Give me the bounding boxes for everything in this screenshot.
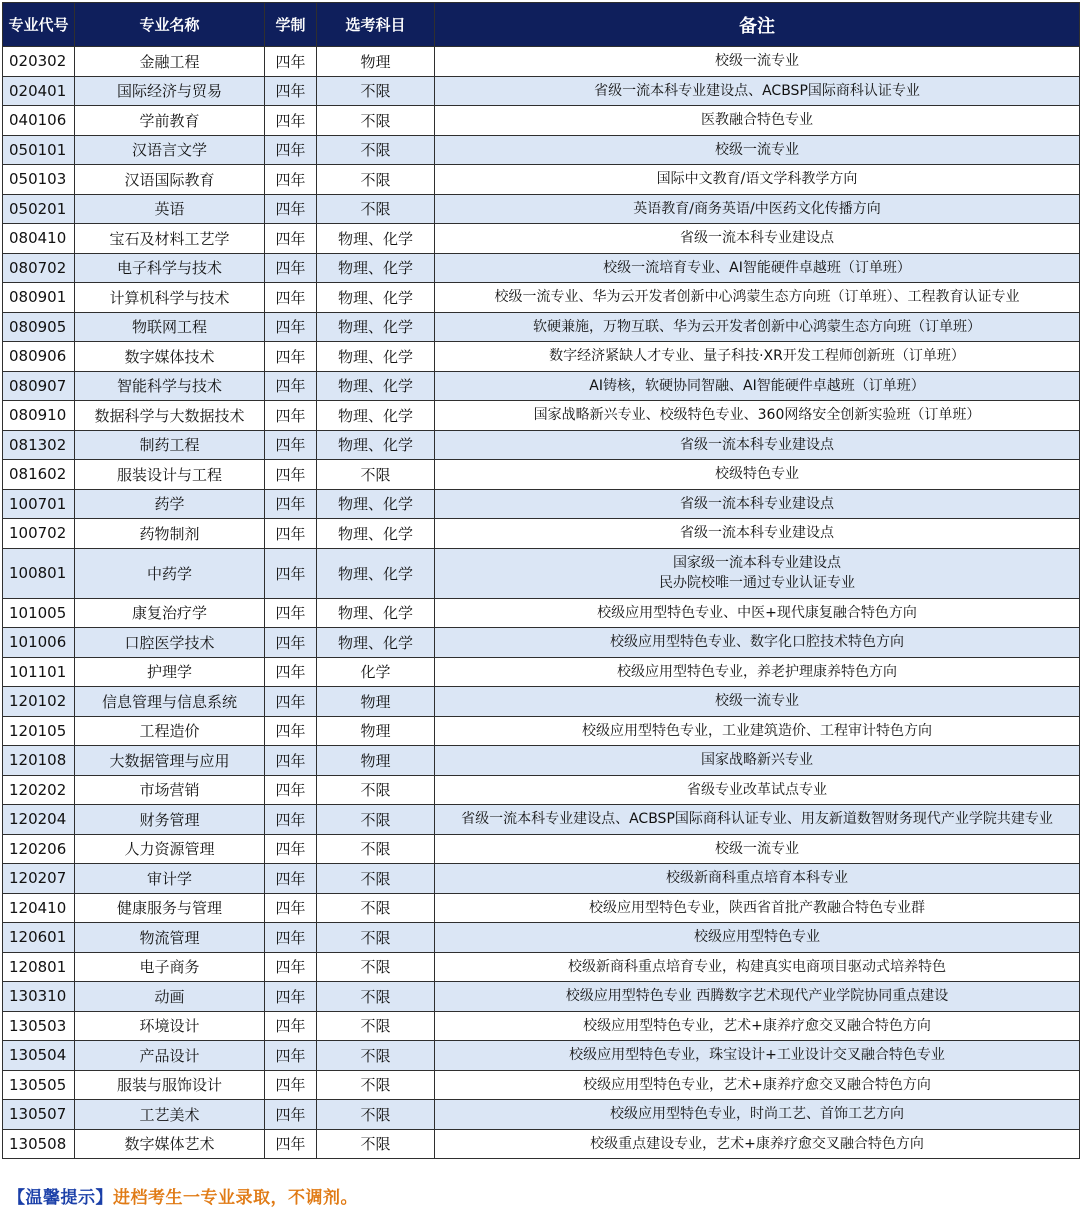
cell-remark <box>435 76 1080 106</box>
cell-name: 英语 <box>75 194 265 224</box>
cell-remark <box>435 864 1080 894</box>
cell-remark <box>435 135 1080 165</box>
cell-duration: 四年 <box>265 952 317 982</box>
cell-subjects: 不限 <box>317 165 435 195</box>
remark-line: 医教融合特色专业 <box>701 112 813 129</box>
cell-subjects: 不限 <box>317 1100 435 1130</box>
cell-duration: 四年 <box>265 312 317 342</box>
cell-remark <box>435 923 1080 953</box>
cell-name: 药学 <box>75 489 265 519</box>
cell-code: 080910 <box>3 401 75 431</box>
cell-duration: 四年 <box>265 548 317 598</box>
cell-code: 120102 <box>3 687 75 717</box>
cell-remark <box>435 628 1080 658</box>
cell-code: 040106 <box>3 106 75 136</box>
cell-duration: 四年 <box>265 165 317 195</box>
cell-code: 100702 <box>3 519 75 549</box>
cell-remark <box>435 194 1080 224</box>
cell-code: 050201 <box>3 194 75 224</box>
cell-code: 100801 <box>3 548 75 598</box>
cell-name: 财务管理 <box>75 805 265 835</box>
cell-duration: 四年 <box>265 460 317 490</box>
cell-remark <box>435 1070 1080 1100</box>
cell-remark <box>435 548 1080 598</box>
cell-remark <box>435 716 1080 746</box>
cell-code: 130504 <box>3 1041 75 1071</box>
cell-subjects: 物理、化学 <box>317 430 435 460</box>
cell-subjects: 化学 <box>317 657 435 687</box>
cell-name: 康复治疗学 <box>75 598 265 628</box>
cell-code: 080907 <box>3 371 75 401</box>
cell-subjects: 物理、化学 <box>317 224 435 254</box>
table-row <box>3 489 1080 519</box>
cell-code: 081302 <box>3 430 75 460</box>
remark-line: 校级应用型特色专业，珠宝设计+工业设计交叉融合特色专业 <box>569 1047 945 1064</box>
table-row <box>3 106 1080 136</box>
cell-duration: 四年 <box>265 982 317 1012</box>
cell-subjects: 不限 <box>317 1129 435 1159</box>
cell-name: 电子商务 <box>75 952 265 982</box>
cell-name: 环境设计 <box>75 1011 265 1041</box>
tip-text: 进档考生一专业录取，不调剂。 <box>113 1188 358 1208</box>
cell-duration: 四年 <box>265 47 317 77</box>
cell-duration: 四年 <box>265 628 317 658</box>
cell-subjects: 不限 <box>317 1041 435 1071</box>
remark-line: 校级特色专业 <box>715 466 799 483</box>
cell-subjects: 不限 <box>317 1011 435 1041</box>
cell-name: 服装与服饰设计 <box>75 1070 265 1100</box>
table-row <box>3 923 1080 953</box>
cell-remark <box>435 519 1080 549</box>
cell-name: 药物制剂 <box>75 519 265 549</box>
table-row <box>3 893 1080 923</box>
remark-line: 软硬兼施，万物互联、华为云开发者创新中心鸿蒙生态方向班（订单班） <box>533 318 981 335</box>
table-row <box>3 687 1080 717</box>
remark-line: 校级应用型特色专业，时尚工艺、首饰工艺方向 <box>610 1106 904 1123</box>
cell-duration: 四年 <box>265 716 317 746</box>
remark-line: 校级应用型特色专业，艺术+康养疗愈交叉融合特色方向 <box>583 1017 931 1034</box>
remark-line: 省级一流本科专业建设点、ACBSP国际商科认证专业 <box>594 82 920 99</box>
cell-remark <box>435 1100 1080 1130</box>
cell-code: 081602 <box>3 460 75 490</box>
table-row <box>3 805 1080 835</box>
cell-duration: 四年 <box>265 283 317 313</box>
cell-subjects: 不限 <box>317 805 435 835</box>
header-subjects: 选考科目 <box>317 3 435 47</box>
cell-remark <box>435 775 1080 805</box>
cell-remark <box>435 952 1080 982</box>
table-row <box>3 775 1080 805</box>
cell-name: 护理学 <box>75 657 265 687</box>
remark-line: 校级应用型特色专业，工业建筑造价、工程审计特色方向 <box>582 722 932 739</box>
remark-line: 国际中文教育/语文学科教学方向 <box>656 171 858 188</box>
cell-subjects: 不限 <box>317 135 435 165</box>
cell-code: 130505 <box>3 1070 75 1100</box>
cell-name: 学前教育 <box>75 106 265 136</box>
remark-line: 校级应用型特色专业 西腾数字艺术现代产业学院协同重点建设 <box>565 988 949 1005</box>
cell-name: 动画 <box>75 982 265 1012</box>
cell-code: 100701 <box>3 489 75 519</box>
cell-name: 汉语言文学 <box>75 135 265 165</box>
cell-subjects: 不限 <box>317 106 435 136</box>
cell-subjects: 物理 <box>317 687 435 717</box>
table-row <box>3 165 1080 195</box>
cell-code: 080410 <box>3 224 75 254</box>
cell-subjects: 物理、化学 <box>317 253 435 283</box>
table-row <box>3 401 1080 431</box>
cell-subjects: 物理、化学 <box>317 312 435 342</box>
cell-duration: 四年 <box>265 805 317 835</box>
remark-line: 校级应用型特色专业，养老护理康养特色方向 <box>617 663 897 680</box>
table-row <box>3 548 1080 598</box>
cell-remark <box>435 687 1080 717</box>
cell-duration: 四年 <box>265 430 317 460</box>
cell-remark <box>435 165 1080 195</box>
cell-remark <box>435 224 1080 254</box>
cell-duration: 四年 <box>265 194 317 224</box>
cell-name: 金融工程 <box>75 47 265 77</box>
cell-duration: 四年 <box>265 598 317 628</box>
remark-line: 英语教育/商务英语/中医药文化传播方向 <box>633 200 881 217</box>
cell-code: 101101 <box>3 657 75 687</box>
remark-line: 校级一流培育专业、AI智能硬件卓越班（订单班） <box>603 259 911 276</box>
table-row <box>3 982 1080 1012</box>
remark-line: 校级应用型特色专业，陕西省首批产教融合特色专业群 <box>589 899 925 916</box>
cell-code: 120207 <box>3 864 75 894</box>
table-row <box>3 628 1080 658</box>
cell-subjects: 物理、化学 <box>317 598 435 628</box>
header-name: 专业名称 <box>75 3 265 47</box>
cell-duration: 四年 <box>265 893 317 923</box>
cell-subjects: 物理、化学 <box>317 519 435 549</box>
table-row <box>3 1041 1080 1071</box>
cell-name: 服装设计与工程 <box>75 460 265 490</box>
cell-subjects: 物理、化学 <box>317 283 435 313</box>
cell-remark <box>435 598 1080 628</box>
header-code: 专业代号 <box>3 3 75 47</box>
cell-name: 健康服务与管理 <box>75 893 265 923</box>
remark-line: 数字经济紧缺人才专业、量子科技·XR开发工程师创新班（订单班） <box>549 348 965 365</box>
cell-name: 工程造价 <box>75 716 265 746</box>
table-row <box>3 312 1080 342</box>
remark-line: 校级新商科重点培育本科专业 <box>666 870 848 887</box>
cell-subjects: 物理、化学 <box>317 342 435 372</box>
cell-duration: 四年 <box>265 834 317 864</box>
cell-code: 020401 <box>3 76 75 106</box>
cell-code: 080901 <box>3 283 75 313</box>
table-row <box>3 1070 1080 1100</box>
table-row <box>3 47 1080 77</box>
remark-line: 校级新商科重点培育专业，构建真实电商项目驱动式培养特色 <box>568 958 946 975</box>
cell-duration: 四年 <box>265 489 317 519</box>
cell-subjects: 不限 <box>317 1070 435 1100</box>
cell-duration: 四年 <box>265 106 317 136</box>
remark-line: 国家战略新兴专业 <box>701 752 813 769</box>
cell-remark <box>435 371 1080 401</box>
cell-remark <box>435 430 1080 460</box>
cell-subjects: 物理、化学 <box>317 371 435 401</box>
remark-line: 校级一流专业 <box>715 141 799 158</box>
cell-name: 审计学 <box>75 864 265 894</box>
cell-name: 国际经济与贸易 <box>75 76 265 106</box>
cell-code: 080906 <box>3 342 75 372</box>
cell-subjects: 不限 <box>317 194 435 224</box>
cell-subjects: 物理 <box>317 47 435 77</box>
remark-line: 校级重点建设专业，艺术+康养疗愈交叉融合特色方向 <box>590 1135 924 1152</box>
cell-subjects: 不限 <box>317 952 435 982</box>
cell-duration: 四年 <box>265 923 317 953</box>
cell-subjects: 不限 <box>317 460 435 490</box>
table-body <box>3 47 1080 1159</box>
table-row <box>3 76 1080 106</box>
cell-remark <box>435 283 1080 313</box>
remark-line: 校级一流专业 <box>715 53 799 70</box>
remark-line: 校级应用型特色专业、中医+现代康复融合特色方向 <box>597 604 917 621</box>
table-row <box>3 460 1080 490</box>
cell-duration: 四年 <box>265 657 317 687</box>
cell-remark <box>435 746 1080 776</box>
table-row <box>3 716 1080 746</box>
cell-name: 数字媒体技术 <box>75 342 265 372</box>
cell-remark <box>435 834 1080 864</box>
cell-code: 130507 <box>3 1100 75 1130</box>
cell-duration: 四年 <box>265 687 317 717</box>
cell-remark <box>435 1041 1080 1071</box>
cell-duration: 四年 <box>265 1011 317 1041</box>
cell-remark <box>435 489 1080 519</box>
table-header-row <box>3 3 1080 47</box>
header-duration: 学制 <box>265 3 317 47</box>
cell-duration: 四年 <box>265 1070 317 1100</box>
cell-duration: 四年 <box>265 746 317 776</box>
cell-code: 130503 <box>3 1011 75 1041</box>
cell-duration: 四年 <box>265 1100 317 1130</box>
cell-code: 120601 <box>3 923 75 953</box>
tip-label: 【温馨提示】 <box>8 1188 113 1208</box>
table-row <box>3 253 1080 283</box>
cell-subjects: 不限 <box>317 893 435 923</box>
cell-subjects: 不限 <box>317 775 435 805</box>
cell-duration: 四年 <box>265 371 317 401</box>
footer-tip <box>8 1183 358 1208</box>
cell-remark <box>435 342 1080 372</box>
cell-remark <box>435 312 1080 342</box>
cell-subjects: 物理 <box>317 746 435 776</box>
cell-code: 120105 <box>3 716 75 746</box>
remark-line: 省级一流本科专业建设点 <box>680 230 834 247</box>
cell-name: 电子科学与技术 <box>75 253 265 283</box>
cell-name: 数据科学与大数据技术 <box>75 401 265 431</box>
cell-duration: 四年 <box>265 775 317 805</box>
remark-line: 国家级一流本科专业建设点 <box>673 555 841 571</box>
cell-code: 130310 <box>3 982 75 1012</box>
cell-duration: 四年 <box>265 1129 317 1159</box>
cell-remark <box>435 460 1080 490</box>
cell-code: 020302 <box>3 47 75 77</box>
cell-duration: 四年 <box>265 135 317 165</box>
cell-remark <box>435 253 1080 283</box>
remark-line: 校级应用型特色专业，艺术+康养疗愈交叉融合特色方向 <box>583 1076 931 1093</box>
cell-name: 汉语国际教育 <box>75 165 265 195</box>
cell-name: 大数据管理与应用 <box>75 746 265 776</box>
cell-code: 130508 <box>3 1129 75 1159</box>
cell-remark <box>435 106 1080 136</box>
cell-code: 120206 <box>3 834 75 864</box>
cell-name: 物流管理 <box>75 923 265 953</box>
table-row <box>3 864 1080 894</box>
cell-duration: 四年 <box>265 342 317 372</box>
remark-line: 民办院校唯一通过专业认证专业 <box>659 575 855 591</box>
cell-code: 101006 <box>3 628 75 658</box>
cell-name: 数字媒体艺术 <box>75 1129 265 1159</box>
remark-line: 校级一流专业 <box>715 693 799 710</box>
cell-subjects: 不限 <box>317 982 435 1012</box>
cell-name: 产品设计 <box>75 1041 265 1071</box>
table-row <box>3 371 1080 401</box>
remark-line: 省级一流本科专业建设点 <box>680 495 834 512</box>
remark-line: 省级一流本科专业建设点、ACBSP国际商科认证专业、用友新道数智财务现代产业学院共建专业 <box>461 811 1053 828</box>
cell-name: 计算机科学与技术 <box>75 283 265 313</box>
remark-line: 校级应用型特色专业 <box>694 929 820 946</box>
cell-name: 宝石及材料工艺学 <box>75 224 265 254</box>
cell-duration: 四年 <box>265 1041 317 1071</box>
cell-duration: 四年 <box>265 76 317 106</box>
cell-subjects: 物理、化学 <box>317 548 435 598</box>
cell-subjects: 不限 <box>317 864 435 894</box>
cell-remark <box>435 805 1080 835</box>
cell-code: 080905 <box>3 312 75 342</box>
remark-line: 省级一流本科专业建设点 <box>680 436 834 453</box>
table-row <box>3 746 1080 776</box>
remark-line: 国家战略新兴专业、校级特色专业、360网络安全创新实验班（订单班） <box>533 407 981 424</box>
cell-name: 人力资源管理 <box>75 834 265 864</box>
table-row <box>3 430 1080 460</box>
cell-code: 120204 <box>3 805 75 835</box>
cell-subjects: 不限 <box>317 76 435 106</box>
cell-code: 120108 <box>3 746 75 776</box>
cell-name: 物联网工程 <box>75 312 265 342</box>
table-row <box>3 598 1080 628</box>
remark-line: 校级一流专业 <box>715 840 799 857</box>
cell-code: 101005 <box>3 598 75 628</box>
cell-name: 口腔医学技术 <box>75 628 265 658</box>
cell-subjects: 不限 <box>317 834 435 864</box>
cell-duration: 四年 <box>265 401 317 431</box>
cell-name: 中药学 <box>75 548 265 598</box>
table-row <box>3 519 1080 549</box>
table-row <box>3 1011 1080 1041</box>
cell-remark <box>435 1011 1080 1041</box>
cell-duration: 四年 <box>265 224 317 254</box>
table-row <box>3 1129 1080 1159</box>
cell-subjects: 物理、化学 <box>317 489 435 519</box>
cell-code: 080702 <box>3 253 75 283</box>
remark-line: 省级专业改革试点专业 <box>687 781 827 798</box>
remark-line: 校级应用型特色专业、数字化口腔技术特色方向 <box>610 634 904 651</box>
cell-code: 050103 <box>3 165 75 195</box>
table-row <box>3 657 1080 687</box>
table-row <box>3 834 1080 864</box>
cell-subjects: 物理、化学 <box>317 628 435 658</box>
table-row <box>3 342 1080 372</box>
cell-name: 工艺美术 <box>75 1100 265 1130</box>
cell-remark <box>435 1129 1080 1159</box>
cell-remark <box>435 47 1080 77</box>
cell-remark <box>435 657 1080 687</box>
cell-remark <box>435 401 1080 431</box>
cell-duration: 四年 <box>265 864 317 894</box>
cell-name: 信息管理与信息系统 <box>75 687 265 717</box>
table-row <box>3 283 1080 313</box>
cell-code: 120410 <box>3 893 75 923</box>
remark-line: 省级一流本科专业建设点 <box>680 525 834 542</box>
cell-remark <box>435 982 1080 1012</box>
cell-duration: 四年 <box>265 253 317 283</box>
majors-table <box>2 2 1080 1159</box>
cell-duration: 四年 <box>265 519 317 549</box>
cell-name: 制药工程 <box>75 430 265 460</box>
header-remark: 备注 <box>435 3 1080 47</box>
table-row <box>3 224 1080 254</box>
cell-name: 市场营销 <box>75 775 265 805</box>
cell-name: 智能科学与技术 <box>75 371 265 401</box>
remark-line: 校级一流专业、华为云开发者创新中心鸿蒙生态方向班（订单班）、工程教育认证专业 <box>494 289 1020 306</box>
cell-subjects: 物理、化学 <box>317 401 435 431</box>
table-row <box>3 135 1080 165</box>
table-row <box>3 1100 1080 1130</box>
cell-code: 050101 <box>3 135 75 165</box>
cell-subjects: 不限 <box>317 923 435 953</box>
remark-line: AI铸核，软硬协同智融、AI智能硬件卓越班（订单班） <box>589 377 925 394</box>
cell-code: 120801 <box>3 952 75 982</box>
table-row <box>3 194 1080 224</box>
cell-remark <box>435 893 1080 923</box>
cell-code: 120202 <box>3 775 75 805</box>
table-row <box>3 952 1080 982</box>
cell-subjects: 物理 <box>317 716 435 746</box>
